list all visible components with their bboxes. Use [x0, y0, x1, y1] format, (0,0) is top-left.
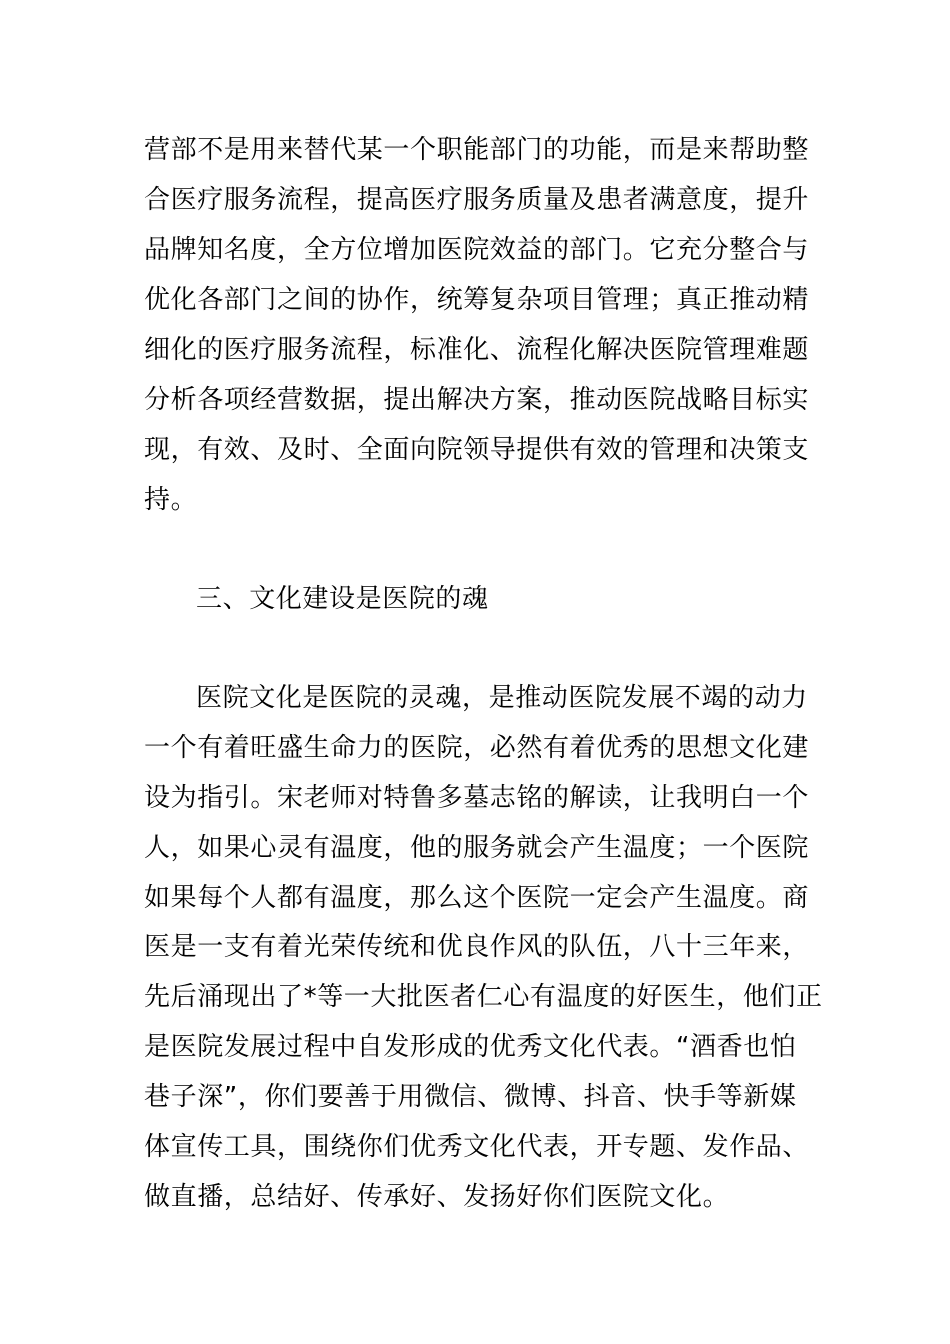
paragraph-line: 细化的医疗服务流程，标准化、流程化解决医院管理难题 [144, 335, 810, 365]
paragraph-line: 巷子深”，你们要善于用微信、微博、抖音、快手等新媒 [144, 1082, 797, 1112]
paragraph-line: 品牌知名度，全方位增加医院效益的部门。它充分整合与 [144, 235, 810, 265]
paragraph-line: 是医院发展过程中自发形成的优秀文化代表。“酒香也怕 [144, 1032, 797, 1062]
paragraph-line: 设为指引。宋老师对特鲁多墓志铭的解读，让我明白一个 [144, 783, 810, 813]
paragraph-line: 医院文化是医院的灵魂，是推动医院发展不竭的动力 [196, 683, 808, 713]
paragraph-line: 一个有着旺盛生命力的医院，必然有着优秀的思想文化建 [144, 733, 810, 763]
paragraph-line: 做直播，总结好、传承好、发扬好你们医院文化。 [144, 1182, 730, 1212]
paragraph-line: 体宣传工具，围绕你们优秀文化代表，开专题、发作品、 [144, 1132, 810, 1162]
paragraph-line: 分析各项经营数据，提出解决方案，推动医院战略目标实 [144, 385, 810, 415]
paragraph-line: 现，有效、及时、全面向院领导提供有效的管理和决策支 [144, 435, 810, 465]
paragraph-line: 人，如果心灵有温度，他的服务就会产生温度；一个医院 [144, 833, 810, 863]
section-heading: 三、文化建设是医院的魂 [196, 584, 489, 614]
paragraph-line: 合医疗服务流程，提高医疗服务质量及患者满意度，提升 [144, 185, 810, 215]
paragraph-line: 营部不是用来替代某一个职能部门的功能，而是来帮助整 [144, 135, 810, 165]
paragraph-line: 先后涌现出了*等一大批医者仁心有温度的好医生，他们正 [144, 982, 823, 1012]
paragraph-line: 持。 [144, 485, 198, 515]
paragraph-line: 优化各部门之间的协作，统筹复杂项目管理；真正推动精 [144, 285, 810, 315]
paragraph-line: 医是一支有着光荣传统和优良作风的队伍，八十三年来， [144, 932, 810, 962]
paragraph-line: 如果每个人都有温度，那么这个医院一定会产生温度。商 [144, 883, 810, 913]
